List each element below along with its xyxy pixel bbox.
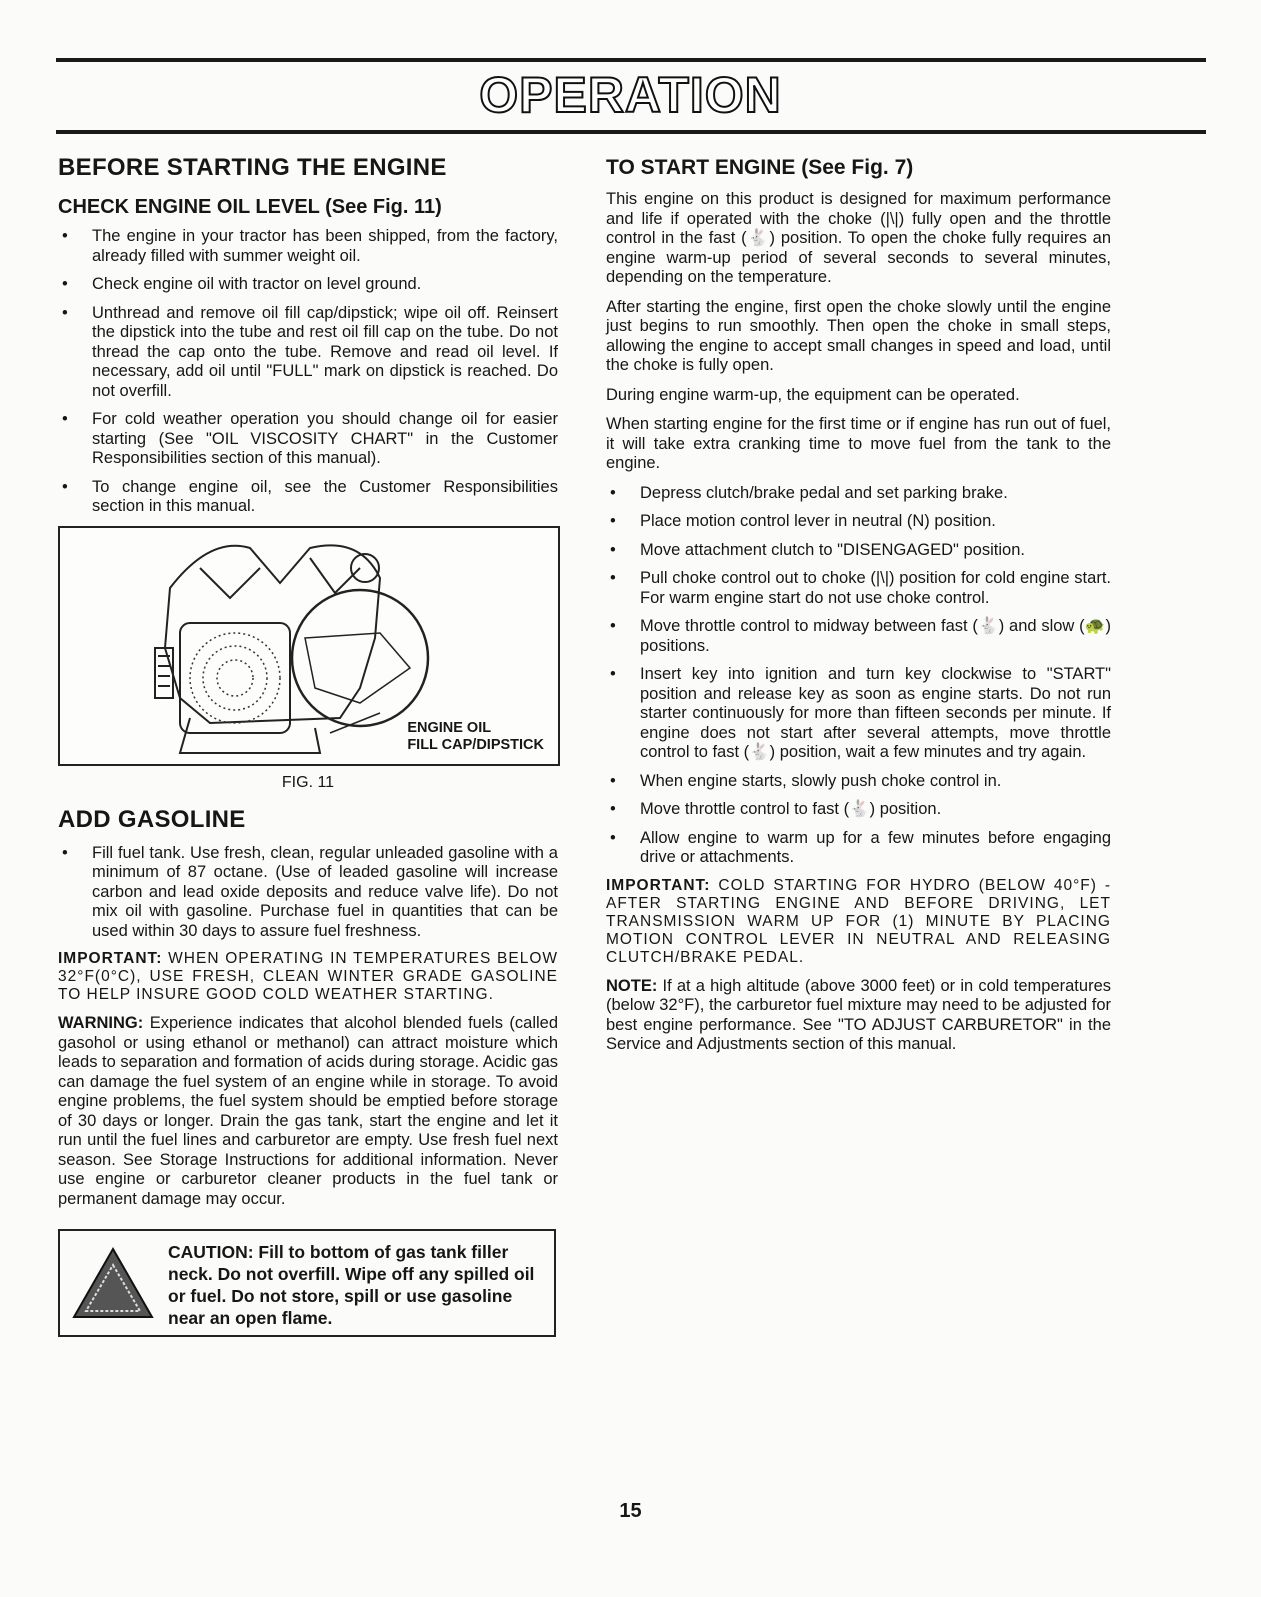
caution-text: CAUTION: Fill to bottom of gas tank filler neck. Do not overfill. Wipe off any spilled oil or fuel. Do not store, spill or use gasoline near an open flame. [168,1242,535,1328]
list-item: • Depress clutch/brake pedal and set parking brake. [610,483,1008,502]
list-item: • Check engine oil with tractor on level ground. [62,275,422,293]
caution-box [58,1229,556,1337]
header-rule-bottom [56,130,1206,134]
list-item: • For cold weather operation you should change oil for easier starting (See "OIL VISCOSITY CHART" in the Customer Responsibilities section of this manual). [62,410,558,467]
section-heading-start-engine: TO START ENGINE (See Fig. 7) [606,156,914,179]
page-number: 15 [619,1500,642,1522]
list-item: • Place motion control lever in neutral (N) position. [610,512,996,530]
right-column [606,150,1111,1065]
page-title: OPERATION [479,67,782,123]
paragraph: When starting engine for the first time or if engine has run out of fuel, it will take extra cranking time to move fuel from the tank to the engine. [606,415,1111,472]
list-item: • Fill fuel tank. Use fresh, clean, regular unleaded gasoline with a minimum of 87 octane. (Use of leaded gasoline will increase carbon and lead oxide deposits and reduce valve life). Do not mix oil with gasoline. Purchase fuel in quantities that can be used within 30 days to assure fuel freshness. [62,843,558,940]
list-item: • Move throttle control to fast (🐇) position. [610,800,942,818]
list-item: • Move attachment clutch to "DISENGAGED" position. [610,540,1025,559]
list-item: • Move throttle control to midway between fast (🐇) and slow (🐢) positions. [610,617,1111,655]
paragraph: After starting the engine, first open the choke slowly until the engine just begins to run smoothly. Then open the choke in small steps, allowing the engine to accept small changes in speed and load, until the choke is fully open. [606,297,1111,374]
list-item: • The engine in your tractor has been shipped, from the factory, already filled with summer weight oil. [62,227,558,265]
paragraph: During engine warm-up, the equipment can be operated. [606,385,1020,404]
list-item: • Unthread and remove oil fill cap/dipstick; wipe oil off. Reinsert the dipstick into the tube and rest oil fill cap on the tube. Do not thread the cap onto the tube. Remove and read oil level. If necessary, add oil until "FULL" mark on dipstick is reached. Do not overfill. [62,303,558,400]
gasoline-list [58,844,558,942]
list-item: • Insert key into ignition and turn key clockwise to "START" position and release key as soon as engine starts. Do not run starter continuously for more than fifteen seconds per minute. If engine does not start after several attempts, move throttle control to fast (🐇) position, wait a few minutes and try again. [610,665,1111,761]
start-steps-list [606,484,1111,868]
subheading-check-oil: CHECK ENGINE OIL LEVEL (See Fig. 11) [58,196,442,218]
section-heading-before-starting: BEFORE STARTING THE ENGINE [58,154,447,181]
callout-line-2: FILL CAP/DIPSTICK [407,736,544,753]
important-note-temperature: IMPORTANT: WHEN OPERATING IN TEMPERATURES BELOW 32°F(0°C), USE FRESH, CLEAN WINTER GRADE GASOLINE TO HELP INSURE GOOD COLD WEATHER STARTING. [58,950,559,1003]
warning-paragraph: WARNING: Experience indicates that alcohol blended fuels (called gasohol or using ethanol or methanol) can attract moisture which leads to separation and formation of acids during storage. Acidic gas can damage the fuel system of an engine while in storage. To avoid engine problems, the fuel system should be emptied before storage of 30 days or longer. Drain the gas tank, start the engine and let it run until the fuel lines and carburetor are empty. Use fresh fuel next season. See Storage Instructions for additional information. Never use engine or carburetor cleaner products in the fuel tank or permanent damage may occur. [58,1014,559,1208]
list-item: • Allow engine to warm up for a few minutes before engaging drive or attachments. [610,828,1111,866]
list-item: • To change engine oil, see the Customer Responsibilities section in this manual. [62,477,558,515]
figure-callout-label [407,720,544,754]
note-paragraph: NOTE: If at a high altitude (above 3000 feet) or in cold temperatures (below 32°F), the carburetor fuel mixture may need to be adjusted for best engine performance. See "TO ADJUST CARBURETOR" in the Service and Adjustments section of this manual. [606,976,1111,1053]
important-note-hydro: IMPORTANT: COLD STARTING FOR HYDRO (BELOW 40°F) - AFTER STARTING ENGINE AND BEFORE DRIVING, LET TRANSMISSION WARM UP FOR (1) MINUTE BY PLACING MOTION CONTROL LEVER IN NEUTRAL AND RELEASING CLUTCH/BRAKE PEDAL. [606,876,1112,966]
figure-caption: FIG. 11 [281,773,335,791]
callout-line-1: ENGINE OIL [407,719,492,736]
engine-figure [58,526,560,766]
list-item: • Pull choke control out to choke (|\|) position for cold engine start. For warm engine start do not use choke control. [610,569,1111,607]
warning-triangle-icon [70,1245,156,1321]
section-heading-add-gasoline: ADD GASOLINE [58,805,246,833]
paragraph: This engine on this product is designed for maximum performance and life if operated with the choke (|\|) fully open and the throttle control in the fast (🐇) position. To open the choke fully requires an engine warm-up period of several seconds to several minutes, depending on the temperature. [606,190,1111,286]
left-column [58,150,558,1337]
list-item: • When engine starts, slowly push choke control in. [610,771,1002,790]
check-oil-list [58,227,558,517]
